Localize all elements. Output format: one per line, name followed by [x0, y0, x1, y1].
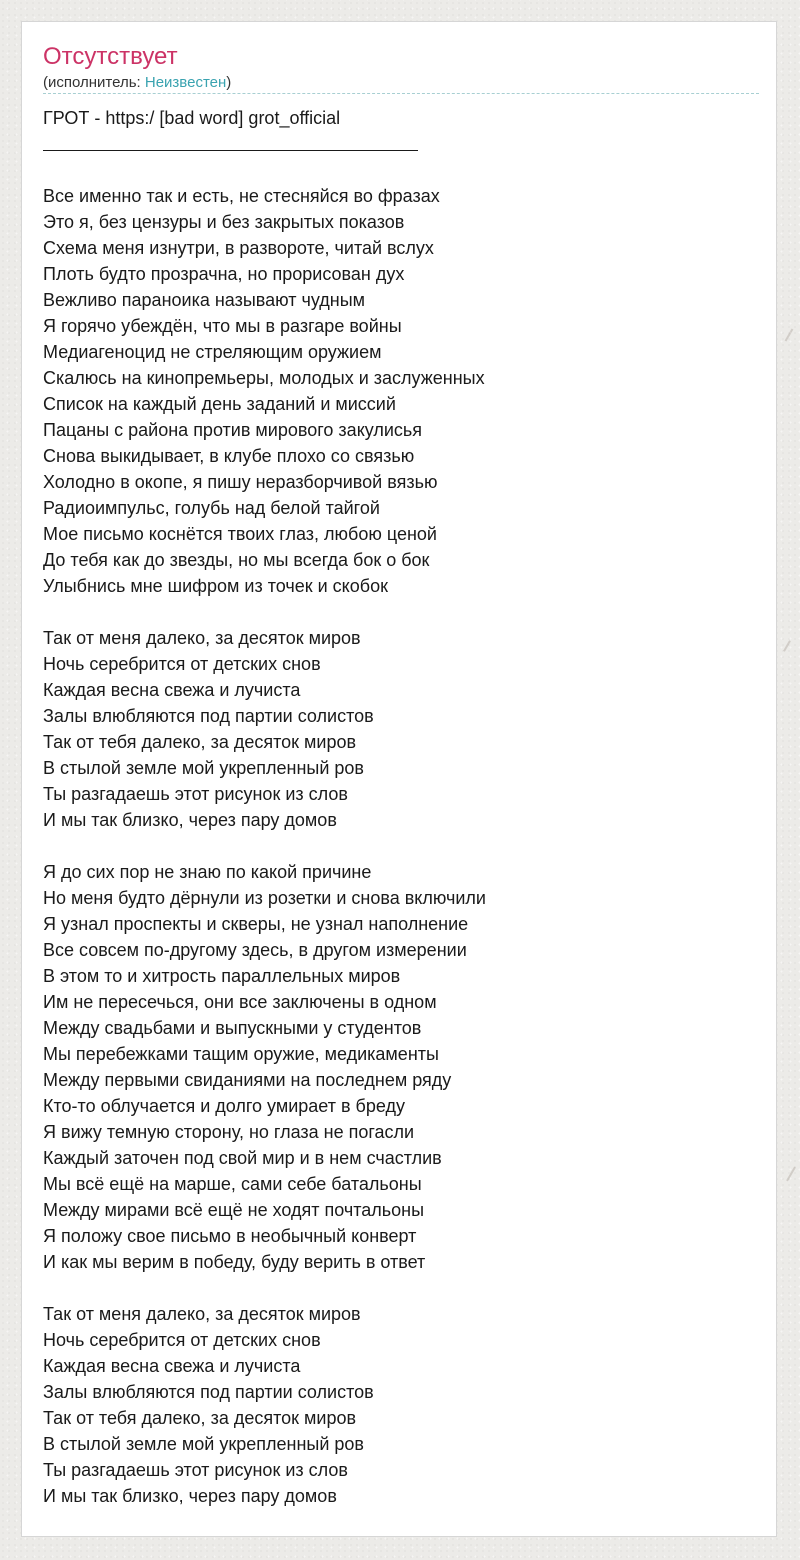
lyric-line: Так от меня далеко, за десяток миров — [43, 1304, 361, 1324]
lyric-line: Мое письмо коснётся твоих глаз, любою ценой — [43, 524, 437, 544]
stanzas — [43, 183, 763, 1509]
lyric-line: Но меня будто дёрнули из розетки и снова включили — [43, 888, 486, 908]
artist-link[interactable]: Неизвестен — [144, 74, 227, 91]
lyric-line: Я положу свое письмо в необычный конверт — [43, 1226, 417, 1246]
stanza-spacer — [43, 1275, 763, 1301]
lyric-line: Улыбнись мне шифром из точек и скобок — [43, 576, 388, 596]
lyric-line: Ты разгадаешь этот рисунок из слов — [43, 1460, 348, 1480]
lyric-line: И как мы верим в победу, буду верить в ответ — [43, 1252, 426, 1272]
lyric-line: В стылой земле мой укрепленный ров — [43, 758, 364, 778]
background-scratch — [783, 640, 791, 651]
lyric-line: Скалюсь на кинопремьеры, молодых и заслуженных — [43, 368, 485, 388]
artist-prefix: (исполнитель: — [43, 74, 145, 91]
lyric-line: Медиагеноцид не стреляющим оружием — [43, 342, 382, 362]
lyric-line: В стылой земле мой укрепленный ров — [43, 1434, 364, 1454]
lyric-line: Им не пересечься, они все заключены в одном — [43, 992, 437, 1012]
lyric-line: Я узнал проспекты и скверы, не узнал наполнение — [43, 914, 469, 934]
lyric-line: Между свадьбами и выпускными у студентов — [43, 1018, 422, 1038]
lyric-line: Так от тебя далеко, за десяток миров — [43, 732, 357, 752]
stanza — [43, 183, 763, 599]
lyric-line: Ночь серебрится от детских снов — [43, 654, 321, 674]
artist-suffix: ) — [226, 74, 232, 91]
lyric-line: Я вижу темную сторону, но глаза не погасли — [43, 1122, 415, 1142]
stanza — [43, 859, 763, 1275]
lyric-line: И мы так близко, через пару домов — [43, 1486, 337, 1506]
lyric-line: Кто-то облучается и долго умирает в бреду — [43, 1096, 405, 1116]
lyric-line: Я горячо убеждён, что мы в разгаре войны — [43, 316, 402, 336]
lyric-line: Холодно в окопе, я пишу неразборчивой вязью — [43, 472, 438, 492]
lyric-line: Мы перебежками тащим оружие, медикаменты — [43, 1044, 439, 1064]
lyric-line: Это я, без цензуры и без закрытых показов — [43, 212, 405, 232]
lyric-line: И мы так близко, через пару домов — [43, 810, 337, 830]
lyric-line: Схема меня изнутри, в развороте, читай вслух — [43, 238, 434, 258]
lyric-line: Мы всё ещё на марше, сами себе батальоны — [43, 1174, 422, 1194]
lyric-line: Все именно так и есть, не стесняйся во фразах — [43, 186, 440, 206]
stanza-spacer — [43, 157, 763, 183]
stanza-spacer — [43, 833, 763, 859]
lyric-line: Между мирами всё ещё не ходят почтальоны — [43, 1200, 425, 1220]
lyric-line: Все совсем по-другому здесь, в другом измерении — [43, 940, 467, 960]
lyric-line: Пацаны с района против мирового закулисья — [43, 420, 423, 440]
lyric-line: Радиоимпульс, голубь над белой тайгой — [43, 498, 380, 518]
lyric-line: Плоть будто прозрачна, но прорисован дух — [43, 264, 405, 284]
lyric-line: Ты разгадаешь этот рисунок из слов — [43, 784, 348, 804]
lyric-line: В этом то и хитрость параллельных миров — [43, 966, 401, 986]
lyric-line: Список на каждый день заданий и миссий — [43, 394, 396, 414]
lyric-line: Ночь серебрится от детских снов — [43, 1330, 321, 1350]
lyric-line: Я до сих пор не знаю по какой причине — [43, 862, 372, 882]
lyric-line: Залы влюбляются под партии солистов — [43, 1382, 374, 1402]
underline-rule — [43, 131, 418, 157]
lyric-line: Снова выкидывает, в клубе плохо со связью — [43, 446, 415, 466]
lyric-line: Каждая весна свежа и лучиста — [43, 680, 301, 700]
background-scratch — [785, 328, 794, 341]
stanza-spacer — [43, 599, 763, 625]
lyric-line: Так от меня далеко, за десяток миров — [43, 628, 361, 648]
lyric-line: Каждый заточен под свой мир и в нем счастлив — [43, 1148, 442, 1168]
background-scratch — [786, 1167, 796, 1182]
lyric-line: Каждая весна свежа и лучиста — [43, 1356, 301, 1376]
title-divider — [43, 93, 759, 94]
lyric-line: Так от тебя далеко, за десяток миров — [43, 1408, 357, 1428]
song-title: Отсутствует — [43, 43, 178, 70]
lyrics-body — [43, 105, 763, 1509]
lyric-line: Между первыми свиданиями на последнем ряду — [43, 1070, 452, 1090]
artist-line — [43, 73, 231, 93]
stanza — [43, 1301, 763, 1509]
stanza — [43, 625, 763, 833]
lyrics-card — [21, 21, 777, 1537]
intro-line: ГРОТ - https:/ [bad word] grot_official — [43, 108, 341, 128]
lyric-line: Вежливо параноика называют чудным — [43, 290, 366, 310]
lyric-line: До тебя как до звезды, но мы всегда бок о бок — [43, 550, 430, 570]
lyric-line: Залы влюбляются под партии солистов — [43, 706, 374, 726]
